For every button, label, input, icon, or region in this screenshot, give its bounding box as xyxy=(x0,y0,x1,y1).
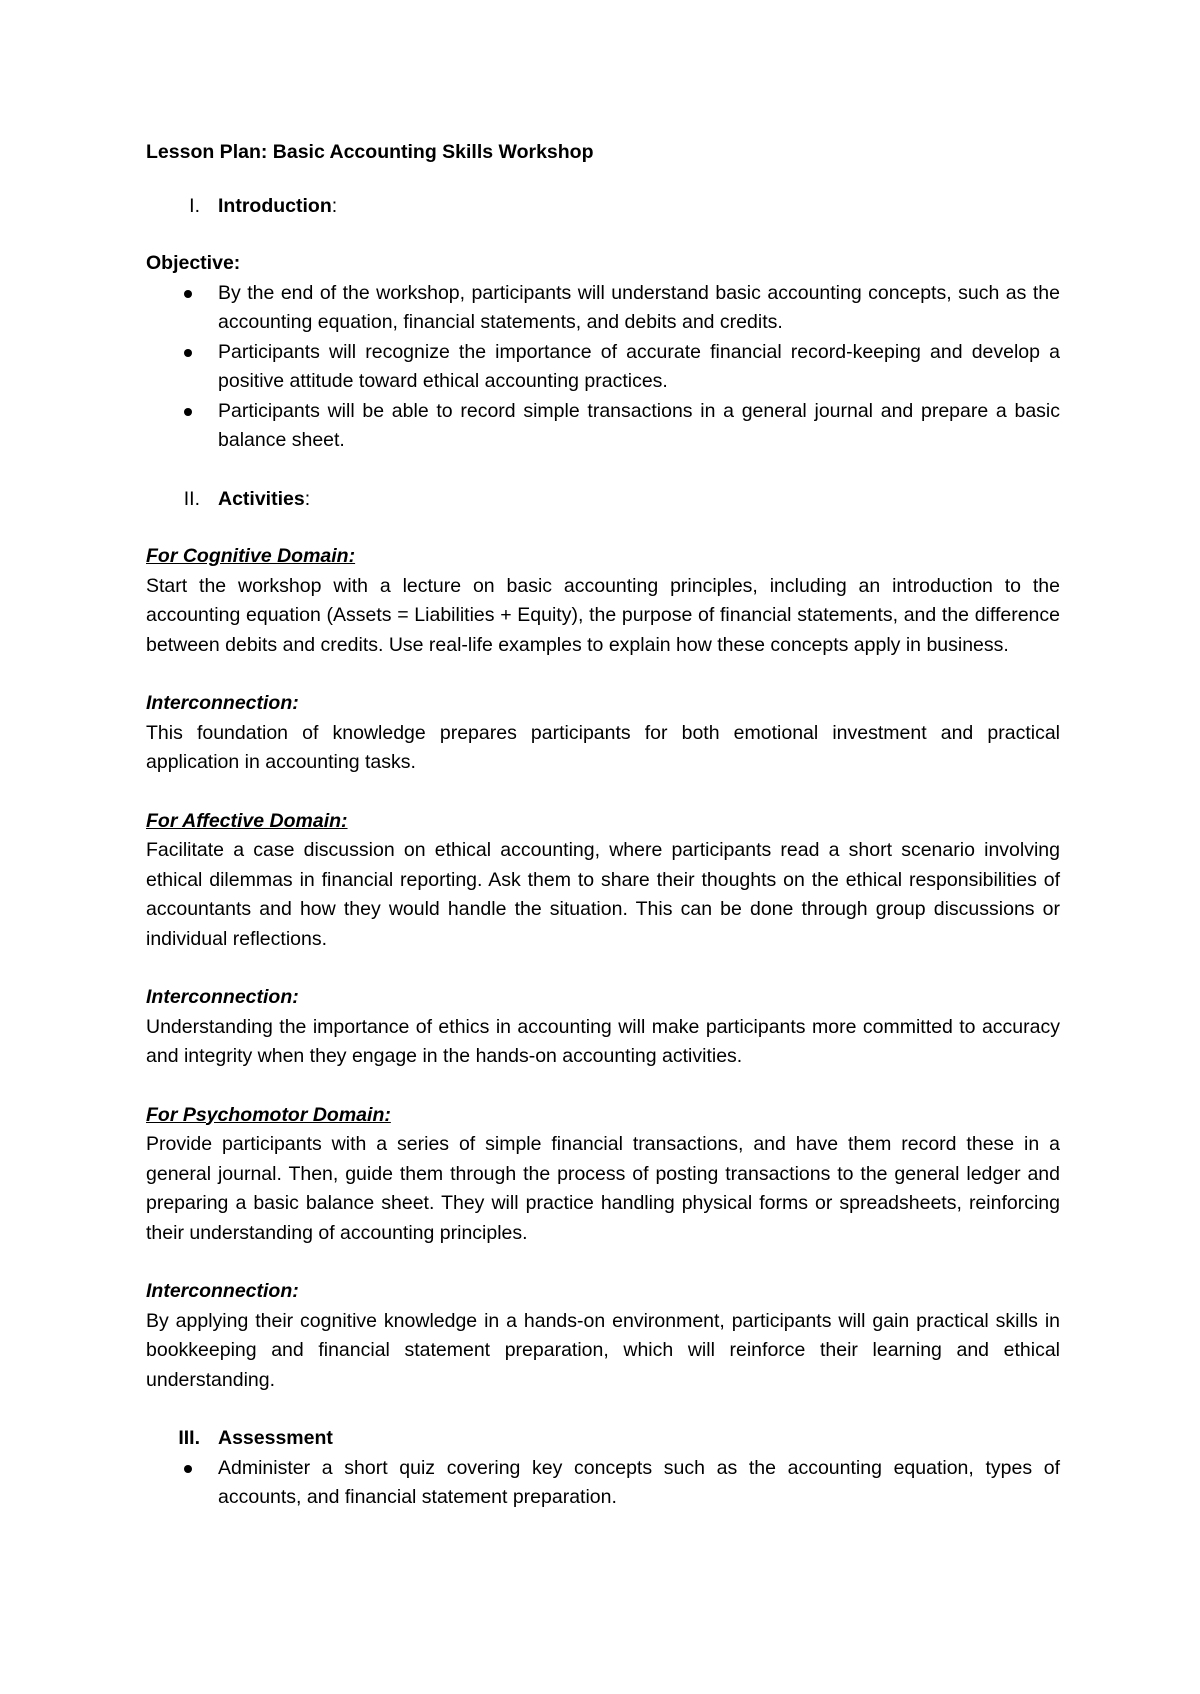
cognitive-domain-text: Start the workshop with a lecture on basic accounting principles, including an introduction to the accounting equation (Assets = Liabilities + Equity), the purpose of financial statements, and the difference between debits and credits. Use real-life examples to explain how these concepts apply in business. xyxy=(146,574,1060,656)
document-page xyxy=(146,138,1060,1542)
psychomotor-domain-text: Provide participants with a series of simple financial transactions, and have them record these in a general journal. Then, guide them through the process of posting transactions to the general ledger and preparing a basic balance sheet. They will practice handling physical forms or spreadsheets, reinforcing their understanding of accounting principles. xyxy=(146,1133,1060,1244)
section-number: I. xyxy=(189,194,200,217)
affective-domain-text: Facilitate a case discussion on ethical accounting, where participants read a short scenario involving ethical dilemmas in financial reporting. Ask them to share their thoughts on the ethical responsibilities of accountants and how they would handle the situation. This can be done through group discussions or individual reflections. xyxy=(146,839,1060,950)
document-title: Lesson Plan: Basic Accounting Skills Workshop xyxy=(146,141,594,163)
section-assessment-heading xyxy=(146,1424,1060,1454)
interconnection-heading: Interconnection: xyxy=(146,986,299,1008)
section-label: Assessment xyxy=(218,1427,333,1449)
cognitive-domain-heading: For Cognitive Domain: xyxy=(146,545,356,567)
bullet-icon xyxy=(184,408,192,416)
section-activities-heading: II. Activities: xyxy=(146,485,1060,515)
interconnection-text: This foundation of knowledge prepares participants for both emotional investment and practical application in accounting tasks. xyxy=(146,721,1060,773)
affective-domain-heading: For Affective Domain: xyxy=(146,809,348,832)
interconnection-heading: Interconnection: xyxy=(146,1280,299,1302)
interconnection-text: By applying their cognitive knowledge in a hands-on environment, participants will gain practical skills in bookkeeping and financial statement preparation, which will reinforce their learning and ethical understanding. xyxy=(146,1309,1060,1391)
list-item: Administer a short quiz covering key concepts such as the accounting equation, types of accounts, and financial statement preparation. xyxy=(146,1454,1060,1513)
section-label: Introduction xyxy=(218,194,332,217)
section-label: Activities xyxy=(218,487,305,510)
section-introduction-heading: I. Introduction: xyxy=(146,192,1060,222)
objective-heading: Objective: xyxy=(146,252,241,274)
interconnection-heading: Interconnection: xyxy=(146,692,299,714)
section-number: III. xyxy=(178,1427,200,1449)
interconnection-text: Understanding the importance of ethics in accounting will make participants more committed to accuracy and integrity when they engage in the hands-on accounting activities. xyxy=(146,1015,1060,1067)
psychomotor-domain-heading: For Psychomotor Domain: xyxy=(146,1103,391,1126)
list-item: Participants will be able to record simple transactions in a general journal and prepare a basic balance sheet. xyxy=(146,397,1060,456)
bullet-icon xyxy=(184,1465,192,1473)
objective-list xyxy=(146,279,1060,456)
list-item: By the end of the workshop, participants will understand basic accounting concepts, such as the accounting equation, financial statements, and debits and credits. xyxy=(146,279,1060,338)
bullet-icon xyxy=(184,349,192,357)
bullet-icon xyxy=(184,290,192,298)
section-number: II. xyxy=(183,487,200,510)
list-item: Participants will recognize the importance of accurate financial record-keeping and develop a positive attitude toward ethical accounting practices. xyxy=(146,338,1060,397)
assessment-list xyxy=(146,1454,1060,1513)
